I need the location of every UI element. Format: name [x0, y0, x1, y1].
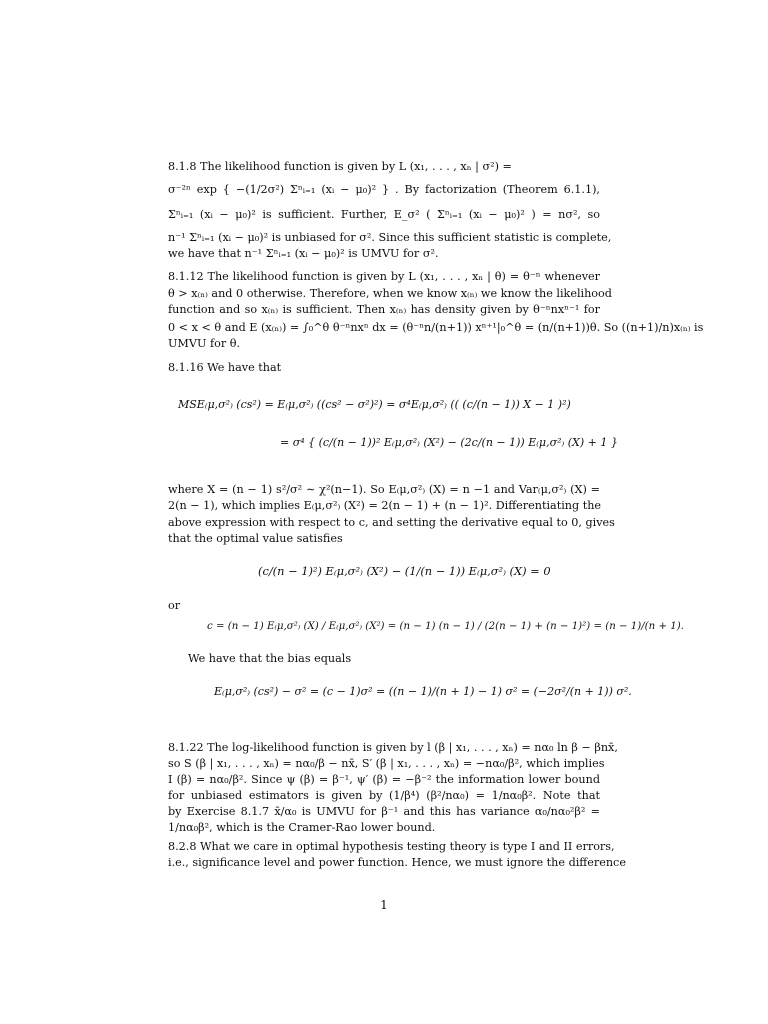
text-line: by Exercise 8.1.7 x̄/α₀ is UMVU for β⁻¹ and this has variance α₀/nα₀²β² =: [168, 805, 600, 818]
text-line: σ⁻²ⁿ exp { −(1/2σ²) Σⁿᵢ₌₁ (xᵢ − μ₀)² } . By factorization (Theorem 6.1.1),: [168, 183, 600, 196]
text-line: 1/nα₀β², which is the Cramer-Rao lower bound.: [168, 821, 436, 834]
text-line: θ > x₍ₙ₎ and 0 otherwise. Therefore, when we know x₍ₙ₎ we know the likelihood: [168, 287, 612, 300]
text-line: above expression with respect to c, and setting the derivative equal to 0, gives: [168, 516, 615, 529]
equation-c-solution: c = (n − 1) E₍μ,σ²₎ (X) / E₍μ,σ²₎ (X²) = (n − 1) (n − 1) / (2(n − 1) + (n − 1)²) = (n − 1)/(n + 1).: [207, 621, 684, 632]
text-line: 8.1.8 The likelihood function is given by L (x₁, . . . , xₙ | σ²) =: [168, 160, 512, 173]
text-line: that the optimal value satisfies: [168, 532, 343, 545]
text-line: 0 < x < θ and E (x₍ₙ₎) = ∫₀^θ θ⁻ⁿnxⁿ dx = (θ⁻ⁿn/(n+1)) xⁿ⁺¹|₀^θ = (n/(n+1))θ. So ((n+1)/n)x₍ₙ₎ is: [168, 321, 704, 334]
text-line: where X = (n − 1) s²/σ² ∼ χ²(n−1). So E₍μ,σ²₎ (X) = n −1 and Var₍μ,σ²₎ (X) =: [168, 483, 600, 496]
text-line: Σⁿᵢ₌₁ (xᵢ − μ₀)² is sufficient. Further, E_σ² ( Σⁿᵢ₌₁ (xᵢ − μ₀)² ) = nσ², so: [168, 208, 600, 221]
text-line: function and so x₍ₙ₎ is sufficient. Then x₍ₙ₎ has density given by θ⁻ⁿnxⁿ⁻¹ for: [168, 303, 600, 316]
text-line: 8.2.8 What we care in optimal hypothesis testing theory is type I and II errors,: [168, 840, 615, 853]
text-line: 8.1.16 We have that: [168, 361, 282, 374]
equation-bias: E₍μ,σ²₎ (cs²) − σ² = (c − 1)σ² = ((n − 1)/(n + 1) − 1) σ² = (−2σ²/(n + 1)) σ².: [214, 685, 632, 698]
text-line: i.e., significance level and power function. Hence, we must ignore the difference: [168, 856, 626, 869]
text-line: for unbiased estimators is given by (1/β⁴) (β²/nα₀) = 1/nα₀β². Note that: [168, 789, 600, 802]
text-line: We have that the bias equals: [188, 652, 352, 665]
equation-mse-line2: = σ⁴ { (c/(n − 1))² E₍μ,σ²₎ (X²) − (2c/(n − 1)) E₍μ,σ²₎ (X) + 1 }: [280, 436, 618, 449]
text-line: n⁻¹ Σⁿᵢ₌₁ (xᵢ − μ₀)² is unbiased for σ². Since this sufficient statistic is complete,: [168, 231, 612, 244]
equation-mse-line1: MSE₍μ,σ²₎ (cs²) = E₍μ,σ²₎ ((cs² − σ²)²) = σ⁴E₍μ,σ²₎ (( (c/(n − 1)) X − 1 )²): [178, 398, 571, 411]
equation-optimal-c: (c/(n − 1)²) E₍μ,σ²₎ (X²) − (1/(n − 1)) E₍μ,σ²₎ (X) = 0: [258, 564, 551, 578]
text-line: or: [168, 599, 181, 612]
text-line: I (β) = nα₀/β². Since ψ (β) = β⁻¹, ψ′ (β) = −β⁻² the information lower bound: [168, 773, 600, 786]
text-line: UMVU for θ.: [168, 337, 241, 350]
text-line: so S (β | x₁, . . . , xₙ) = nα₀/β − nx̄, S′ (β | x₁, . . . , xₙ) = −nα₀/β², which implies: [168, 757, 605, 770]
text-line: 8.1.12 The likelihood function is given by L (x₁, . . . , xₙ | θ) = θ⁻ⁿ whenever: [168, 270, 600, 283]
text-line: 8.1.22 The log-likelihood function is given by l (β | x₁, . . . , xₙ) = nα₀ ln β − βnx̄,: [168, 741, 618, 754]
text-line: we have that n⁻¹ Σⁿᵢ₌₁ (xᵢ − μ₀)² is UMVU for σ².: [168, 247, 439, 260]
page-number: 1: [380, 898, 388, 912]
text-line: 2(n − 1), which implies E₍μ,σ²₎ (X²) = 2(n − 1) + (n − 1)². Differentiating the: [168, 499, 602, 512]
